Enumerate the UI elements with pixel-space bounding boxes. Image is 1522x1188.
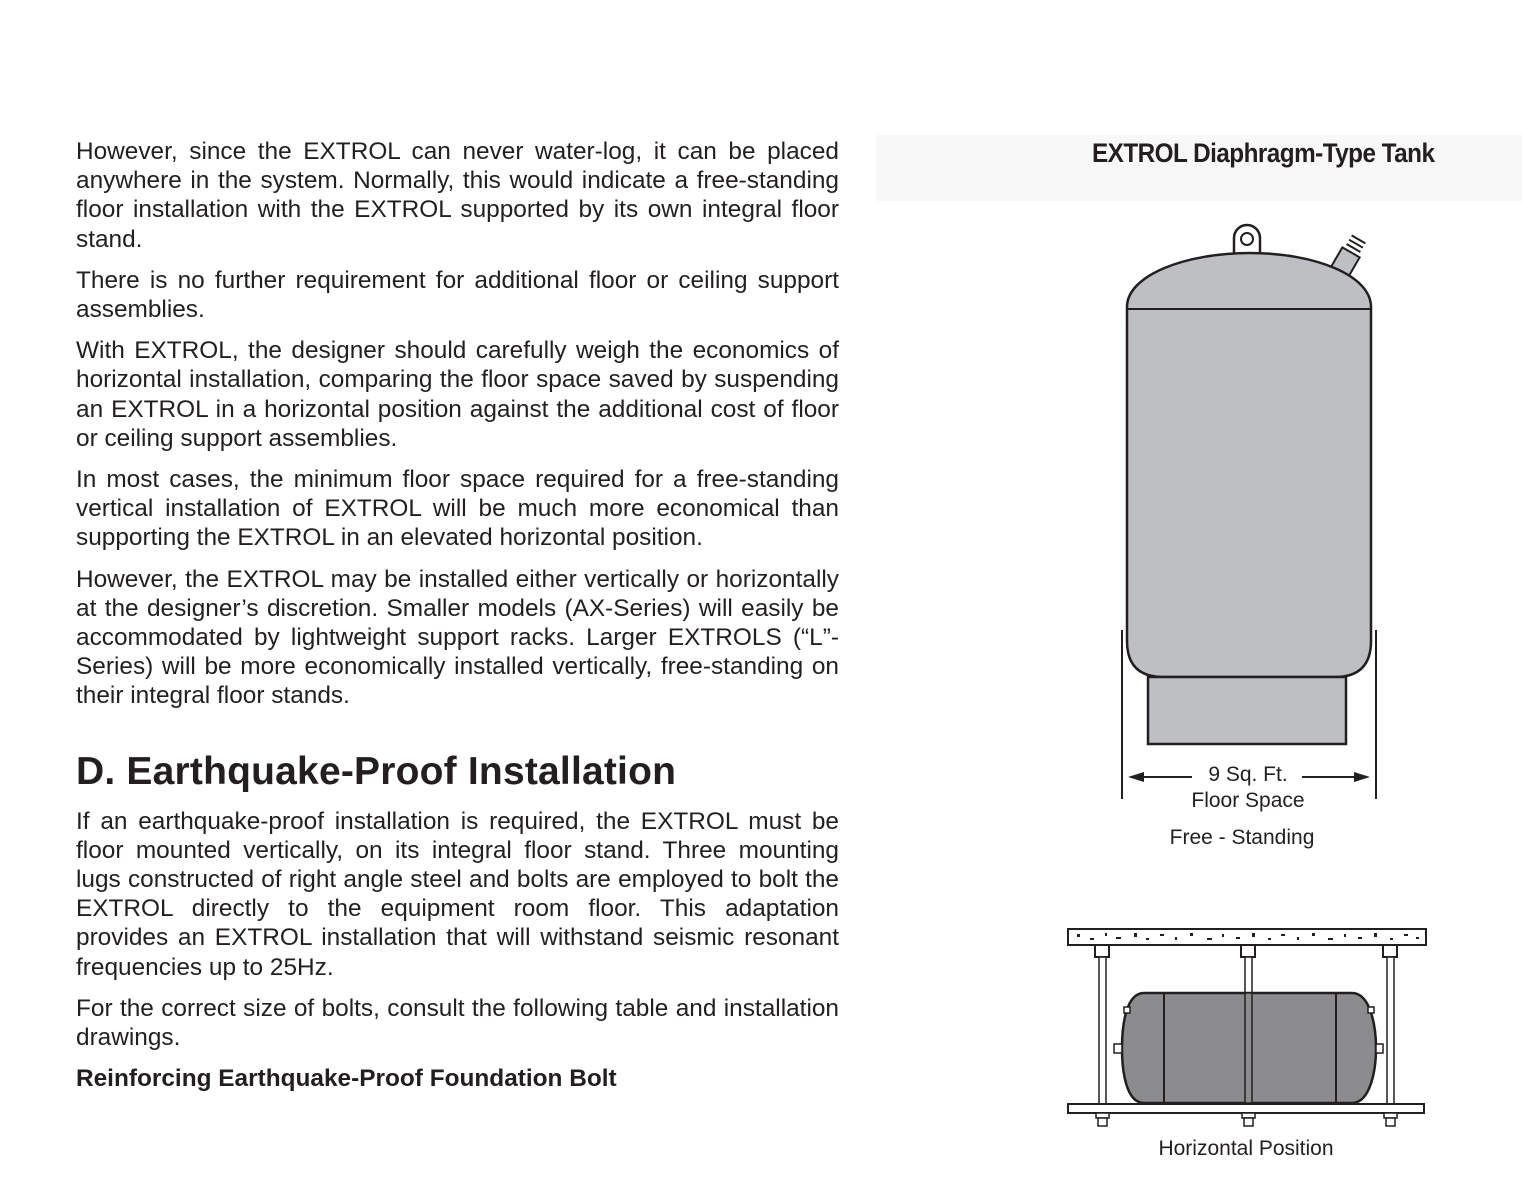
- vertical-tank-shell: [1127, 253, 1371, 677]
- paragraph: If an earthquake-proof installation is required, the EXTROL must be floor mounted vertically, on its integral floor stand. Three mounting lugs constructed of right angle steel and bolts are employed to bolt the EXTROL directly to the equipment room floor. This adaptation provides an EXTROL installation that will withstand seismic resonant frequencies up to 25Hz.: [76, 807, 839, 981]
- free-standing-caption: Free - Standing: [1169, 826, 1315, 849]
- horizontal-tank-drawing: [1068, 929, 1426, 1126]
- floor-space-label-line1: 9 Sq. Ft.: [1208, 763, 1288, 786]
- paragraph: However, since the EXTROL can never water-log, it can be placed anywhere in the system. Normally, this would indicate a free-standing floor installation with the EXTROL supported by its own integral floor stand.: [76, 138, 839, 253]
- support-rail: [1068, 1104, 1424, 1113]
- floor-space-label-line2: Floor Space: [1191, 789, 1305, 812]
- ceiling-slab: [1068, 929, 1426, 945]
- horizontal-position-caption: Horizontal Position: [1158, 1137, 1334, 1160]
- floor-stand: [1148, 677, 1346, 744]
- tank-illustration: [876, 135, 1522, 1188]
- paragraph: In most cases, the minimum floor space required for a free-standing vertical installation of EXTROL will be much more economical than supporting the EXTROL in an elevated horizontal position.: [76, 466, 839, 552]
- paragraph: For the correct size of bolts, consult the following table and installation drawings.: [76, 994, 839, 1052]
- table-subheading: Reinforcing Earthquake-Proof Foundation Bolt: [76, 1065, 617, 1093]
- figure-title: EXTROL Diaphragm-Type Tank: [1092, 138, 1435, 168]
- lifting-lug-icon: [1234, 225, 1260, 255]
- section-heading: D. Earthquake-Proof Installation: [76, 749, 677, 793]
- vertical-tank-drawing: [1122, 225, 1376, 799]
- paragraph: With EXTROL, the designer should carefully weigh the economics of horizontal installation, comparing the floor space saved by suspending an EXTROL in a horizontal position against the additional cost of floor or ceiling support assemblies.: [76, 337, 839, 452]
- body-text-column: [76, 137, 839, 1093]
- paragraph: However, the EXTROL may be installed either vertically or horizontally at the designer’s discretion. Smaller models (AX-Series) will easily be accommodated by lightweight support racks. Larger EXTROLS (“L”-Series) will be more economically installed vertically, free-standing on their integral floor stands.: [76, 565, 839, 710]
- paragraph: There is no further requirement for additional floor or ceiling support assemblies.: [76, 266, 839, 324]
- tank-figure: [876, 135, 1522, 1188]
